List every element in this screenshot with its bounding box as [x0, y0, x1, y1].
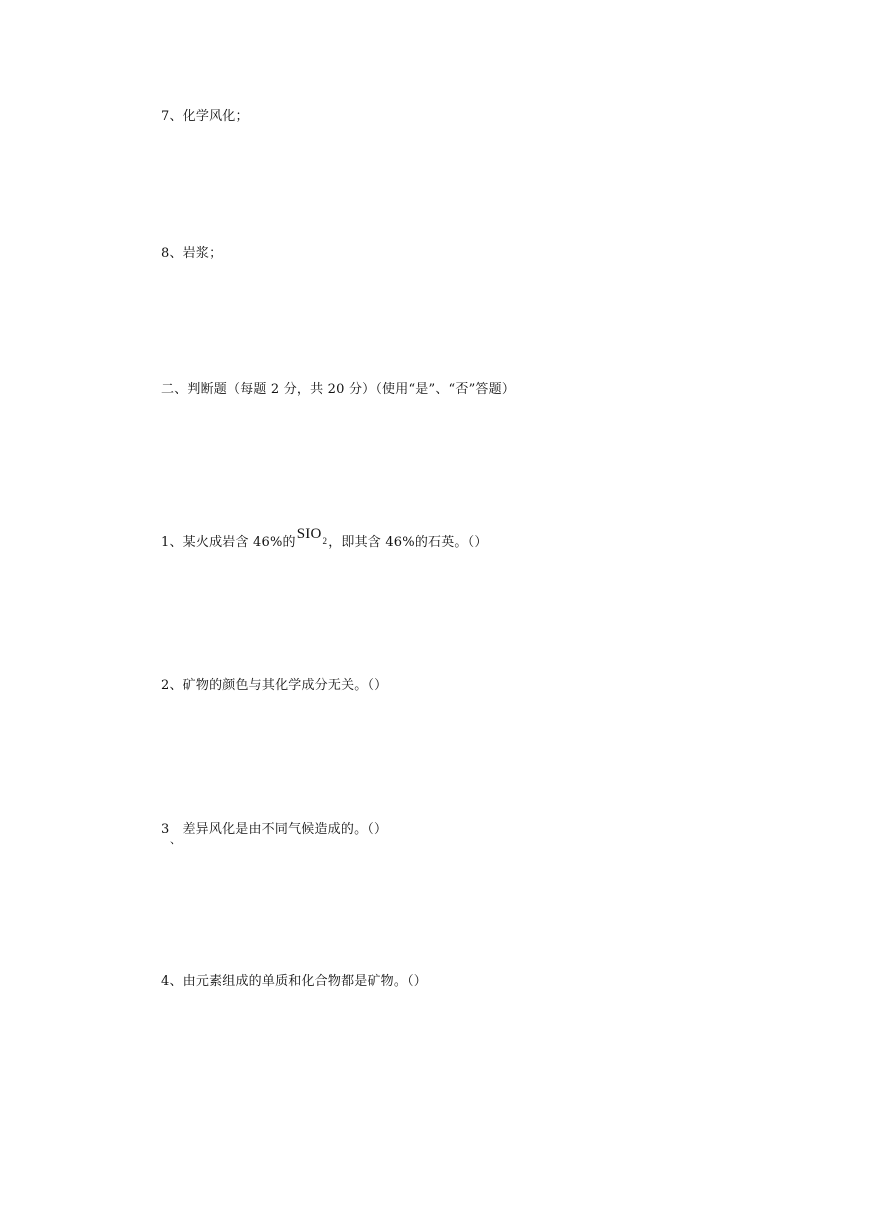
formula-main: SIO: [296, 526, 322, 542]
question-7: 7、化学风化；: [161, 109, 249, 124]
judgement-3-text: 差异风化是由不同气候造成的。（）: [182, 822, 388, 837]
formula-subscript: 2: [322, 536, 328, 546]
judgement-1-text-after: ，即其含 46%的石英。（）: [328, 535, 488, 550]
judgement-3-mark: 、: [170, 833, 182, 846]
judgement-4: 4、由元素组成的单质和化合物都是矿物。（）: [161, 974, 427, 989]
judgement-1: [161, 526, 488, 552]
judgement-3: [161, 821, 388, 846]
judgement-3-digit: 3: [161, 822, 170, 837]
sio2-formula: [297, 525, 327, 544]
judgement-1-text-before: 1、某火成岩含 46%的: [161, 535, 296, 550]
judgement-3-number: [161, 821, 182, 846]
judgement-2: 2、矿物的颜色与其化学成分无关。（）: [161, 678, 388, 693]
question-8: 8、岩浆；: [161, 246, 223, 261]
section-2-heading: 二、判断题（每题 2 分，共 20 分）（使用“是”、“否”答题）: [161, 382, 516, 397]
